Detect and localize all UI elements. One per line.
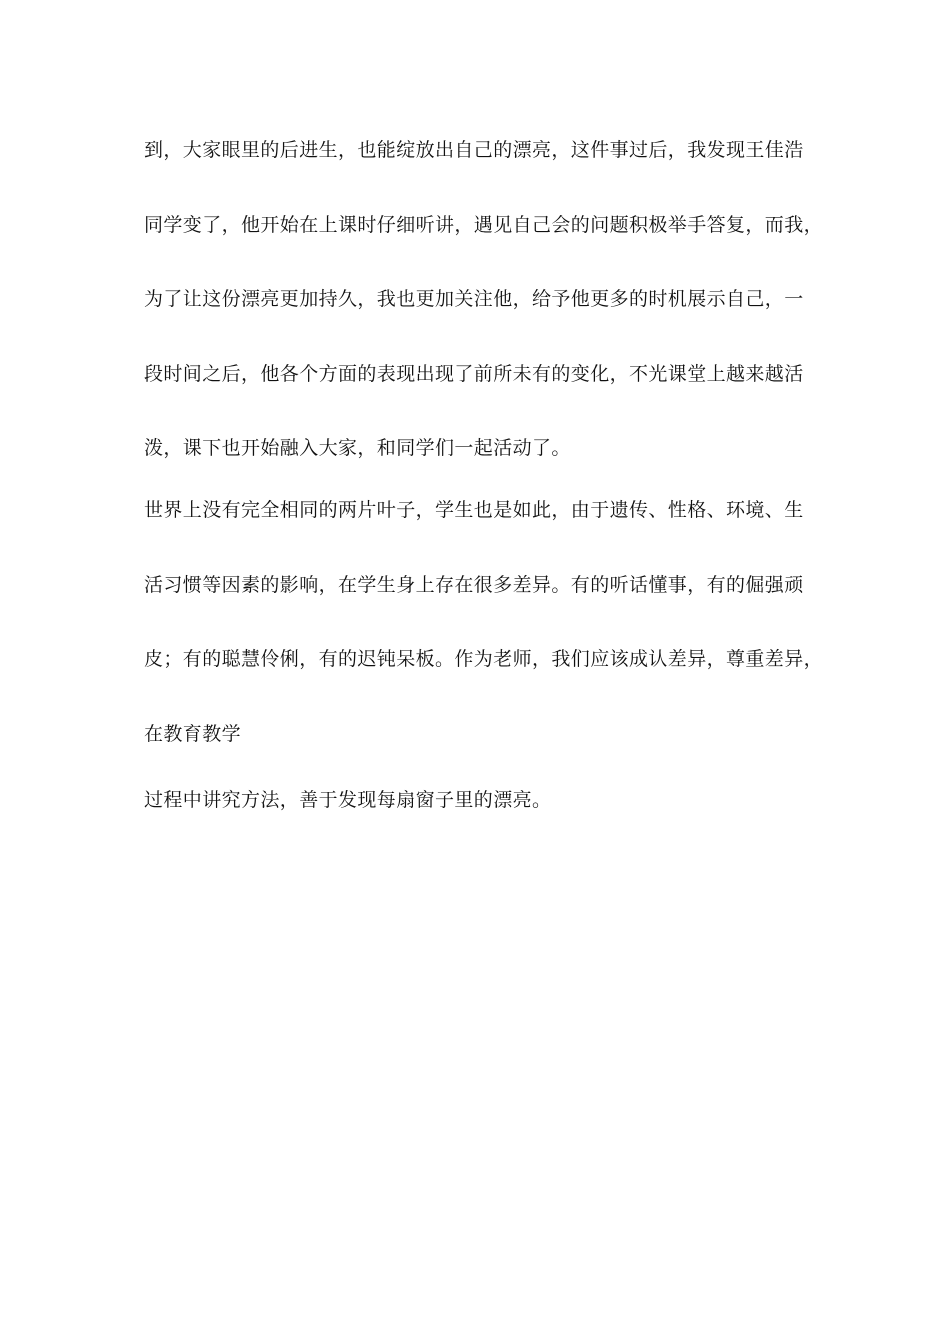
paragraph-2-line-2: 活习惯等因素的影响，在学生身上存在很多差异。有的听话懂事，有的倔强顽 (144, 574, 804, 596)
paragraph-1-line-4: 段时间之后，他各个方面的表现出现了前所未有的变化，不光课堂上越来越活 (144, 363, 804, 385)
paragraph-1-line-3: 为了让这份漂亮更加持久，我也更加关注他，给予他更多的时机展示自己，一 (144, 288, 804, 310)
paragraph-1-line-1: 到，大家眼里的后进生，也能绽放出自己的漂亮，这件事过后，我发现王佳浩 (144, 139, 804, 161)
paragraph-1-line-2: 同学变了，他开始在上课时仔细听讲，遇见自己会的问题积极举手答复，而我， (144, 214, 824, 236)
paragraph-2-line-1: 世界上没有完全相同的两片叶子，学生也是如此，由于遗传、性格、环境、生 (144, 499, 804, 521)
paragraph-3-line-1: 过程中讲究方法，善于发现每扇窗子里的漂亮。 (144, 789, 552, 811)
paragraph-1-line-5: 泼，课下也开始融入大家，和同学们一起活动了。 (144, 437, 571, 459)
paragraph-2-line-3: 皮；有的聪慧伶俐，有的迟钝呆板。作为老师，我们应该成认差异，尊重差异， (144, 648, 824, 670)
paragraph-2-line-4: 在教育教学 (144, 723, 242, 745)
